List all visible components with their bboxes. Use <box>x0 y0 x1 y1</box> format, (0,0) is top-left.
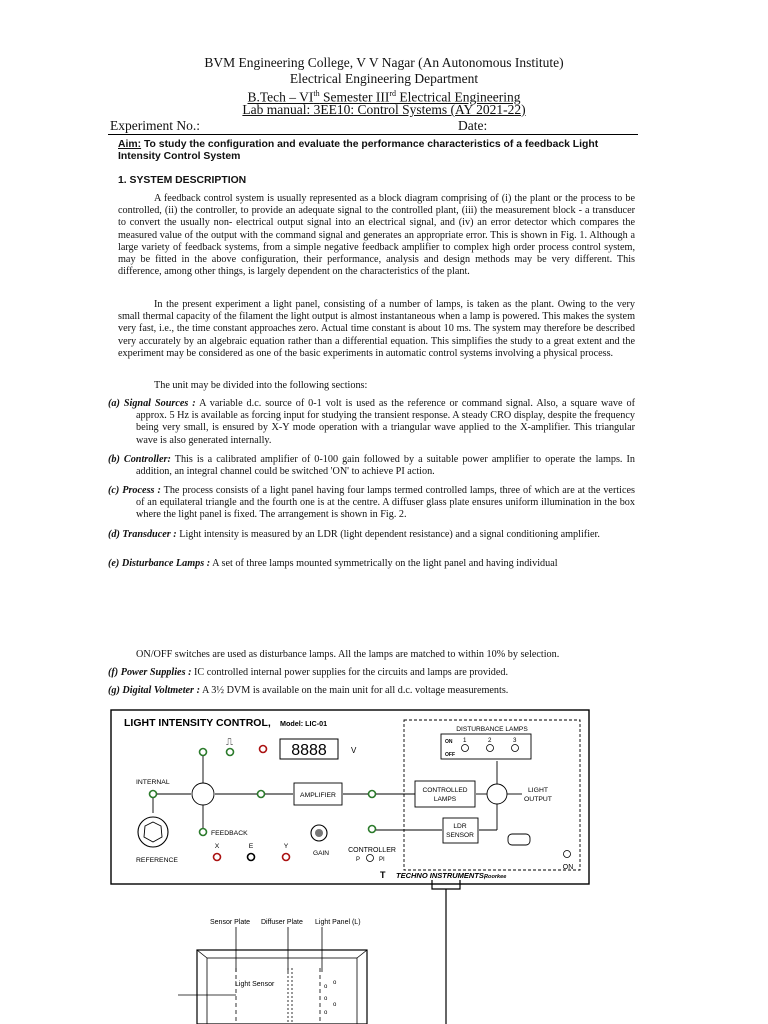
pi-label: PI <box>379 857 385 863</box>
item-label: (e) Disturbance Lamps : <box>108 558 211 569</box>
p-label: P <box>356 857 361 863</box>
brand-logo-icon: T <box>380 870 386 880</box>
lamp-1-num: 1 <box>463 737 467 744</box>
item-label: (f) Power Supplies : <box>108 667 192 678</box>
panel-border <box>111 710 589 884</box>
program-post: Electrical Engineering <box>396 89 521 105</box>
box-outer <box>197 950 367 1024</box>
front-panel-diagram <box>108 707 593 887</box>
program-mid: Semester III <box>319 89 390 105</box>
x-label: X <box>214 843 220 850</box>
item-label: (a) Signal Sources : <box>108 398 196 409</box>
item-power-supplies <box>108 667 635 679</box>
gain-knob-icon <box>315 829 323 837</box>
light-panel-label: Light Panel (L) <box>315 919 361 926</box>
summing-junction-1 <box>192 783 214 805</box>
brand-city: Roorkee <box>484 874 507 880</box>
light-output-label-2: OUTPUT <box>524 796 552 803</box>
feedback-label: FEEDBACK <box>211 830 248 837</box>
controller-label: CONTROLLER <box>348 847 396 854</box>
aim-text: To study the configuration and evaluate the performance characteristics of a feedback Light Intensity Control System <box>118 139 599 162</box>
power-on-label: ON <box>562 864 574 871</box>
item-controller <box>108 454 635 478</box>
lamp-3-num: 3 <box>513 737 517 744</box>
cable-connector <box>432 880 460 889</box>
box-corner-left <box>197 950 207 958</box>
panel-title: LIGHT INTENSITY CONTROL, <box>124 717 271 729</box>
dvm-digits: 8888 <box>291 742 327 759</box>
summing-junction-2 <box>487 784 507 804</box>
disturbance-continuation: ON/OFF switches are used as disturbance lamps. All the lamps are matched to within 10% by selection. <box>136 649 560 660</box>
brand-label: TECHNO INSTRUMENTS, <box>396 871 486 880</box>
box-corner-right <box>357 950 367 958</box>
ldr-label-2: SENSOR <box>446 832 474 839</box>
lamp-glyph: o <box>324 996 328 1002</box>
date-label: Date: <box>458 118 488 133</box>
diffuser-plate-label: Diffuser Plate <box>261 919 303 926</box>
box-inner <box>207 958 357 1024</box>
item-process <box>108 485 635 522</box>
paragraph-2: In the present experiment a light panel, consisting of a number of lamps, is taken as the plant. Owing to the very small thermal capacity of the filament the light output is almost instantaneous when a lamp is powered. This makes the system very fast, i.e., the time constant approaches zero. Actual time constant is about 10 ms. The system may therefore be described very accurately by an algebraic equation rather than a differential equation. This simplifies the study to a great extent and the experiment may be considered as one of the basic experiments in automatic control systems involving a physical process. <box>118 299 635 359</box>
item-text: A variable d.c. source of 0-1 volt is used as the reference or command signal. Also, a square wave of approx. 5 Hz is available as forcing input for studying the transient response. A steady CRO display, despite the frequency being very small, is ensured by X-Y mode operation with a triangular wave applied to the X-amplifier. This triangular wave is also generated internally. <box>136 398 635 446</box>
lamp-glyph: o <box>324 1010 328 1016</box>
light-box-figure <box>170 910 390 1024</box>
volt-unit: V <box>351 746 357 755</box>
item-digital-voltmeter <box>108 685 635 697</box>
department-name: Electrical Engineering Department <box>289 71 479 86</box>
item-transducer <box>108 529 635 541</box>
program-sup-th: th <box>313 89 320 98</box>
program-sup-rd: rd <box>389 89 397 98</box>
item-disturbance-lamps <box>108 558 635 570</box>
ldr-label-1: LDR <box>453 823 467 830</box>
amplifier-label: AMPLIFIER <box>300 792 336 799</box>
dist-on-label: ON <box>445 739 453 745</box>
experiment-no-label: Experiment No.: <box>110 118 200 133</box>
item-text: The process consists of a light panel having four lamps termed controlled lamps, three of which are at the vertices of an equilateral triangle and the fourth one is at the centre. A diffuser glass plate ensures uniform illumination in the box where the light panel is fixed. The arrangement is shown in Fig. 2. <box>136 485 636 521</box>
panel-model: Model: LIC-01 <box>280 719 328 728</box>
item-text: IC controlled internal power supplies for the circuits and lamps are provided. <box>191 667 509 678</box>
light-sensor-label: Light Sensor <box>235 981 275 988</box>
item-label: (c) Process : <box>108 485 161 496</box>
section-heading: 1. SYSTEM DESCRIPTION <box>118 175 247 186</box>
lamp-glyph: o <box>333 980 337 986</box>
item-label: (b) Controller: <box>108 454 171 465</box>
disturbance-title: DISTURBANCE LAMPS <box>456 726 528 733</box>
item-text: Light intensity is measured by an LDR (light dependent resistance) and a signal conditioning amplifier. <box>176 529 600 540</box>
controlled-lamps-label-2: LAMPS <box>433 796 457 803</box>
item-label: (d) Transducer : <box>108 529 177 540</box>
aim-paragraph <box>118 139 638 163</box>
internal-label: INTERNAL <box>136 779 170 786</box>
paragraph-3: The unit may be divided into the following sections: <box>154 380 368 391</box>
header-rule <box>108 134 638 135</box>
item-signal-sources <box>108 398 635 447</box>
lab-manual-line: Lab manual: 3EE10: Control Systems (AY 2021-22) <box>242 102 526 117</box>
item-text: This is a calibrated amplifier of 0-100 gain followed by a suitable power amplifier to operate the lamps. In addition, an integral channel could be switched 'ON' to achieve PI action. <box>136 454 635 478</box>
item-text: A set of three lamps mounted symmetrically on the light panel and having individual <box>210 558 558 569</box>
light-output-label-1: LIGHT <box>527 787 549 794</box>
ldr-sensor-block <box>443 818 478 843</box>
square-wave-icon: ⎍ <box>226 737 233 748</box>
lamp-2-num: 2 <box>488 737 492 744</box>
aim-label: Aim: <box>118 139 142 150</box>
item-text: A 3½ DVM is available on the main unit for all d.c. voltage measurements. <box>199 685 509 696</box>
college-name: BVM Engineering College, V V Nagar (An Autonomous Institute) <box>204 55 564 70</box>
sensor-plate-label: Sensor Plate <box>210 919 251 926</box>
y-label: Y <box>283 843 289 850</box>
program-pre: B.Tech – VI <box>247 89 314 105</box>
reference-label: REFERENCE <box>136 857 178 864</box>
item-label: (g) Digital Voltmeter : <box>108 685 200 696</box>
controlled-lamps-label-1: CONTROLLED <box>422 787 468 794</box>
e-label: E <box>248 843 254 850</box>
gain-label: GAIN <box>312 850 330 857</box>
lamp-glyph: o <box>333 1002 337 1008</box>
controlled-lamps-block <box>415 781 475 807</box>
connector-port[interactable] <box>508 834 530 845</box>
lamp-glyph: o <box>324 984 328 990</box>
paragraph-1: A feedback control system is usually represented as a block diagram comprising of (i) the plant or the process to be controlled, (ii) the controller, to provide an adequate signal to the controlled plant, (iii) the measurement block - a transducer to convert the usually non- electrical output signal into an electrical signal, and (iv) an error detector which compares the measured value of the output with the command signal and generates an appropriate error. This is shown in Fig. 1. Although a large variety of feedback systems, from a simple negative feedback amplifier to complex high order process control system, may be fitted in the above configuration, their performance, analysis and design methods may be very different. This difference, among other things, is largely dependent on the characteristics of the plant. <box>118 193 635 278</box>
dist-off-label: OFF <box>445 752 455 758</box>
